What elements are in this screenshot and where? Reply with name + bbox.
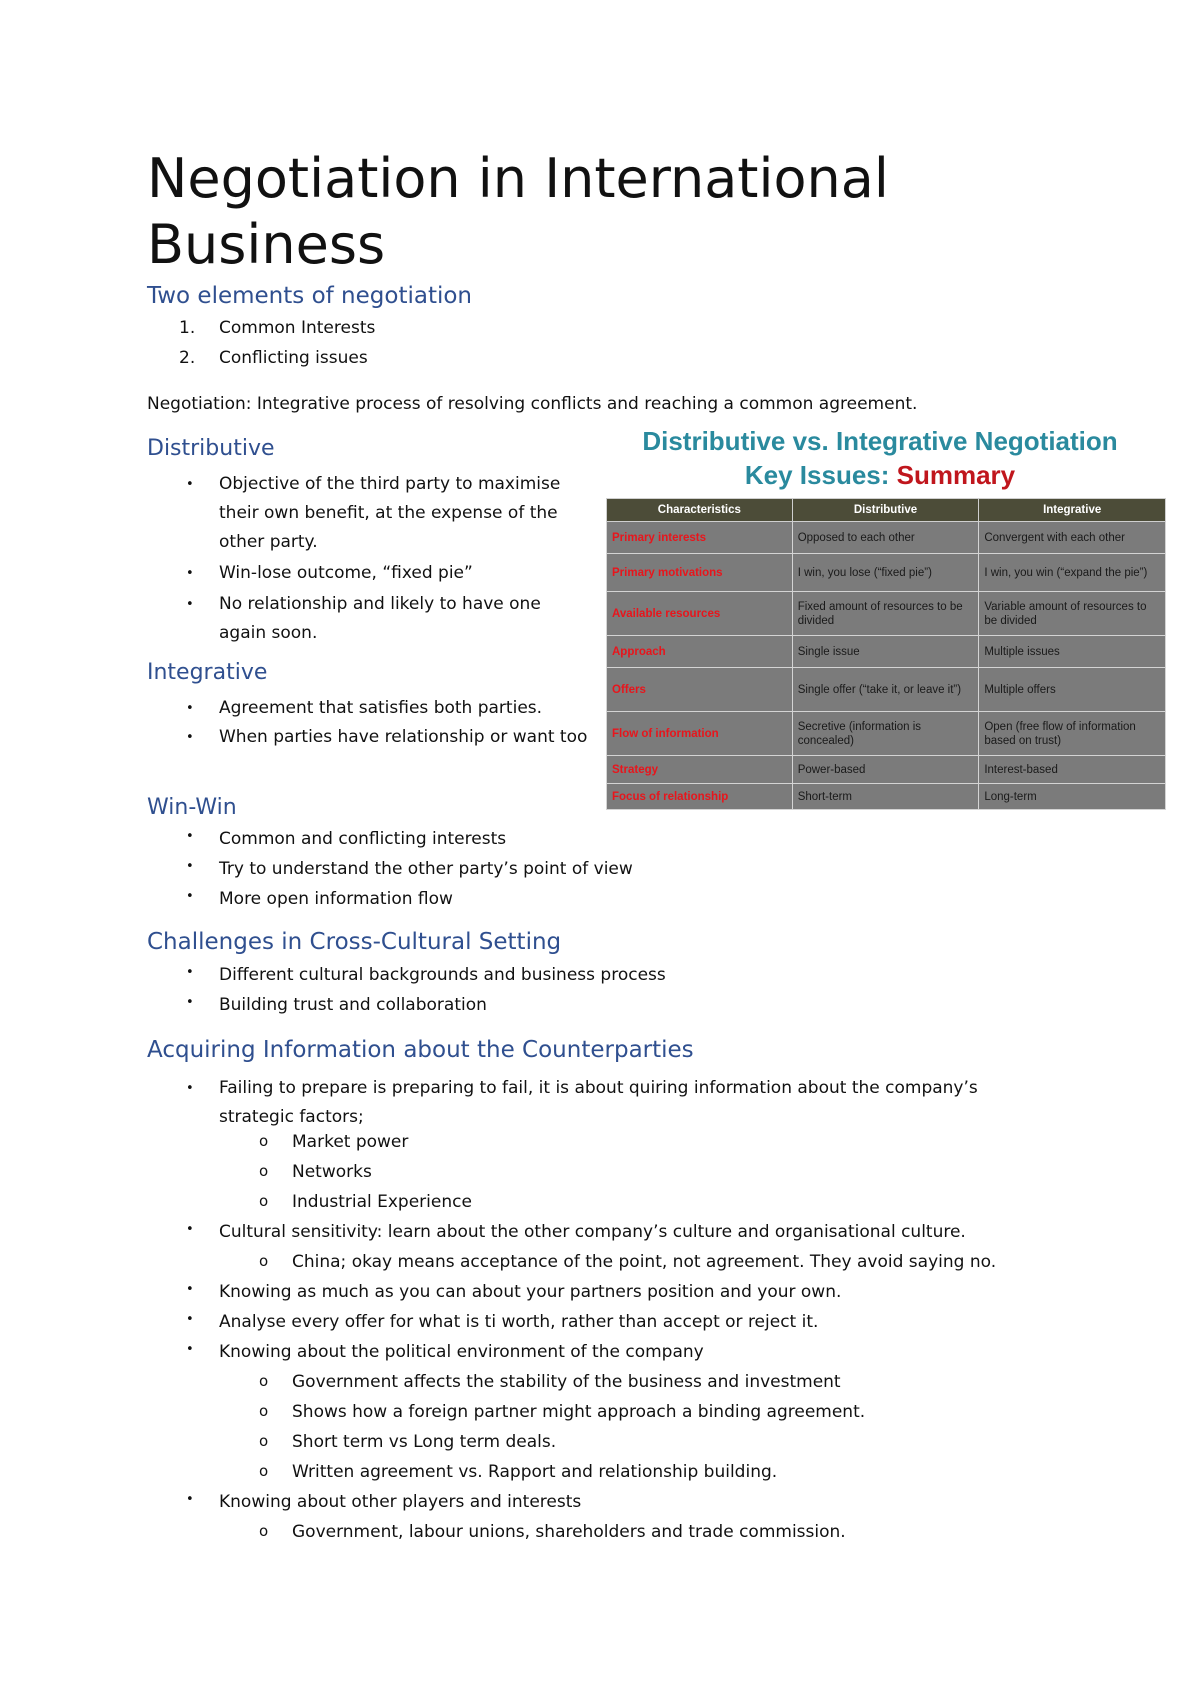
- column-header: Distributive: [792, 499, 979, 522]
- heading-integrative: Integrative: [147, 660, 268, 685]
- table-row: Available resources Fixed amount of resources to be divided Variable amount of resources to be divided: [607, 592, 1166, 636]
- negotiation-definition: Negotiation: Integrative process of resolving conflicts and reaching a common agreement.: [147, 394, 918, 414]
- list-item: • Try to understand the other party’s point of view: [186, 859, 633, 879]
- acquiring-list: [186, 1074, 1119, 1552]
- list-item: o Market power: [259, 1132, 409, 1152]
- list-item: • Common and conflicting interests: [186, 829, 507, 849]
- integrative-list: [186, 694, 589, 752]
- list-item: o Short term vs Long term deals.: [259, 1432, 557, 1452]
- heading-winwin: Win-Win: [147, 795, 237, 820]
- list-item: • Knowing about other players and interests: [186, 1492, 582, 1512]
- list-item: o Government, labour unions, shareholders and trade commission.: [259, 1522, 846, 1542]
- heading-challenges: Challenges in Cross-Cultural Setting: [147, 929, 562, 955]
- list-item: o Networks: [259, 1162, 372, 1182]
- list-item: • Knowing about the political environment of the company: [186, 1342, 704, 1362]
- list-item: • No relationship and likely to have one again soon.: [186, 594, 541, 643]
- summary-table: [606, 498, 1166, 810]
- column-header: Characteristics: [607, 499, 793, 522]
- list-item: • More open information flow: [186, 889, 453, 909]
- list-item: o Shows how a foreign partner might approach a binding agreement.: [259, 1402, 866, 1422]
- list-item: 2. Conflicting issues: [179, 348, 368, 368]
- distributive-list: [186, 470, 589, 648]
- challenges-list: [186, 965, 666, 1025]
- list-item: • Building trust and collaboration: [186, 995, 487, 1015]
- list-item: • Failing to prepare is preparing to fail, it is about quiring information about the company’s strategic factors;: [186, 1078, 978, 1127]
- table-row: Strategy Power-based Interest-based: [607, 756, 1166, 784]
- list-item: • Knowing as much as you can about your partners position and your own.: [186, 1282, 842, 1302]
- summary-title: Distributive vs. Integrative Negotiation Key Issues: Summary: [642, 426, 1118, 490]
- list-item: o Government affects the stability of the business and investment: [259, 1372, 841, 1392]
- list-item: • Analyse every offer for what is ti worth, rather than accept or reject it.: [186, 1312, 819, 1332]
- list-item: o Industrial Experience: [259, 1192, 472, 1212]
- heading-acquiring: Acquiring Information about the Counterparties: [147, 1037, 694, 1063]
- list-item: • Cultural sensitivity: learn about the other company’s culture and organisational culture.: [186, 1222, 966, 1242]
- table-row: Approach Single issue Multiple issues: [607, 636, 1166, 668]
- elements-list: [179, 318, 376, 378]
- page-title: Negotiation in International Business: [147, 147, 889, 276]
- list-item: 1. Common Interests: [179, 318, 376, 338]
- summary-header-row: [607, 499, 1166, 522]
- list-item: o Written agreement vs. Rapport and relationship building.: [259, 1462, 778, 1482]
- list-item: • Different cultural backgrounds and business process: [186, 965, 666, 985]
- table-row: Focus of relationship Short-term Long-term: [607, 784, 1166, 810]
- table-row: Primary motivations I win, you lose (“fixed pie”) I win, you win (“expand the pie”): [607, 554, 1166, 592]
- table-row: Flow of information Secretive (information is concealed) Open (free flow of information based on trust): [607, 712, 1166, 756]
- list-item: • Objective of the third party to maximise their own benefit, at the expense of the other party.: [186, 474, 561, 552]
- table-row: Primary interests Opposed to each other Convergent with each other: [607, 522, 1166, 554]
- list-item: • When parties have relationship or want too: [186, 727, 588, 747]
- heading-two-elements: Two elements of negotiation: [147, 283, 473, 309]
- heading-distributive: Distributive: [147, 436, 275, 461]
- list-item: • Win-lose outcome, “fixed pie”: [186, 563, 473, 583]
- winwin-list: [186, 829, 633, 919]
- table-row: Offers Single offer (“take it, or leave it”) Multiple offers: [607, 668, 1166, 712]
- column-header: Integrative: [979, 499, 1166, 522]
- list-item: o China; okay means acceptance of the point, not agreement. They avoid saying no.: [259, 1252, 997, 1272]
- list-item: • Agreement that satisfies both parties.: [186, 698, 543, 718]
